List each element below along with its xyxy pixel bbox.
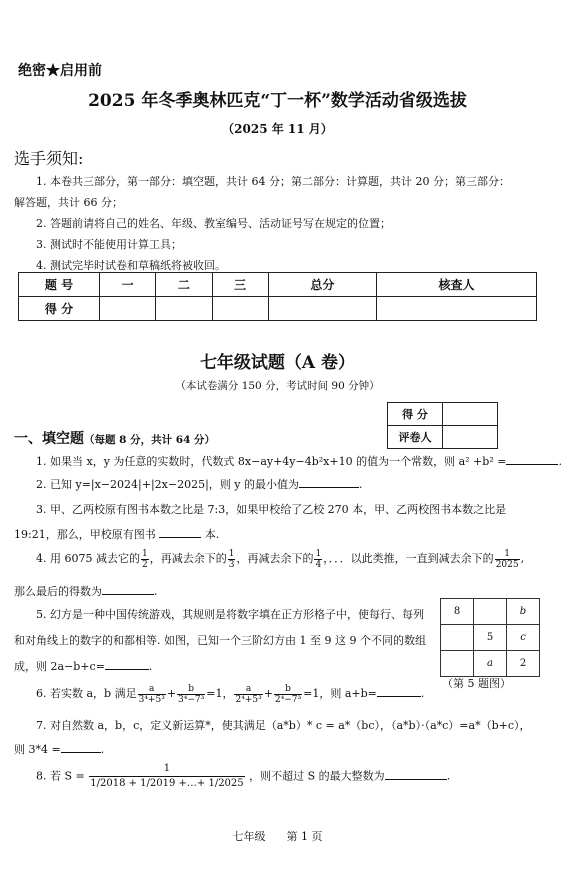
q3-text-b: 本. [204,528,220,541]
score-cell[interactable] [212,297,268,321]
question-5-line2: 和对角线上的数字的和都相等. 如图，已知一个三阶幻方由 1 至 9 这 9 个不同的数组 [14,634,426,647]
notice-line: 解答题，共计 66 分； [14,196,123,209]
grader-label: 评卷人 [388,426,443,449]
fraction: $\frac{a}{\text{2⁴+5³}}$ [235,683,262,705]
notice-line: 1. 本卷共三部分，第一部分：填空题，共计 64 分；第二部分：计算题，共计 20 分；第三部分： [36,175,510,188]
q6-text-b: =1，则 a+b= [303,687,377,700]
grader-score-label: 得 分 [388,403,443,426]
fraction: $\frac{1}{1/2018 + 1/2019 +\dots+ 1/2025}$ [90,763,244,789]
score-header-cell: 二 [156,273,212,297]
q1-text: 1. 如果当 x，y 为任意的实数时，代数式 8x−ay+4y−4b²x+10 的值为一个常数，则 a² +b² = [36,455,507,468]
magic-cell [474,599,507,625]
question-2: 2. 已知 y=|x−2024|+|2x−2025|，则 y 的最小值为 . [36,478,363,491]
magic-cell: 5 [474,625,507,651]
score-header-cell: 核查人 [376,273,536,297]
fraction: $\frac{a}{\text{3⁴+5³}}$ [138,683,165,705]
q8-text-b: ，则不超过 S 的最大整数为 [249,769,385,783]
q4-text-e: 那么最后的得数为 [14,585,102,598]
question-3-line1: 3. 甲、乙两校原有图书本数之比是 7:3，如果甲校给了乙校 270 本，甲、乙两校图书本数之比是 [36,503,507,516]
q3-text-a: 19:21，那么，甲校原有图书 [14,528,156,541]
magic-cell: 8 [441,599,474,625]
grader-table [387,402,498,449]
paper-title: 七年级试题（A 卷） [199,353,356,373]
page-footer [0,828,555,844]
fraction: $\frac{b}{\text{2⁴−7³}}$ [274,683,302,705]
magic-cell: 2 [507,651,540,677]
question-3-line2 [14,526,219,542]
score-header-cell: 总分 [268,273,376,297]
answer-blank[interactable] [385,769,447,780]
notice-heading: 选手须知: [14,149,84,168]
q4-text-c: ，再减去余下的 [236,552,314,565]
magic-cell: b [507,599,540,625]
fraction: $\frac{b}{\text{3⁴−7³}}$ [178,683,205,705]
question-4: 4. 用 6075 减去它的 $\frac{1}{2}$ ，再减去余下的 $\frac{1}{3}$ ，再减去余下的 $\frac{1}{4}$ ，．．．以此类推，一直到减去余下的 $\frac{1}{2025}$ , [36,548,525,570]
answer-blank[interactable] [105,659,149,670]
score-table [18,272,537,321]
answer-blank[interactable] [102,584,154,595]
question-7-line2: 则 3*4 = . [14,743,105,756]
fraction: $\frac{1}{2}$ [141,548,148,570]
notice-line: 2. 答题前请将自己的姓名、年级、教室编号、活动证号写在规定的位置； [36,217,391,230]
score-cell[interactable] [156,297,212,321]
score-header-cell: 题 号 [19,273,100,297]
exam-title: 2025 年冬季奥林匹克“丁一杯”数学活动省级选拔 [88,91,467,111]
paper-info: （本试卷满分 150 分，考试时间 90 分钟） [175,380,380,392]
answer-blank[interactable] [506,454,558,465]
footer-grade: 七年级 [232,830,266,843]
q4-text-a: 4. 用 6075 减去它的 [36,552,140,565]
question-4-line2: 那么最后的得数为 . [14,585,158,598]
grader-cell[interactable] [443,426,498,449]
notice-line: 3. 测试时不能使用计算工具； [36,238,182,251]
question-6: 6. 若实数 a，b 满足 $\frac{a}{\text{3⁴+5³}}$ + $\frac{b}{\text{3⁴−7³}}$ =1， $\frac{a}{\text{2⁴+5³}}$ + $\frac{b}{\text{2⁴−7³}}$ =1，则 a+b= . [36,683,425,705]
q8-text-a: 8. 若 S = [36,769,85,783]
q2-text: 2. 已知 y=|x−2024|+|2x−2025|，则 y 的最小值为 [36,478,299,491]
magic-cell: a [474,651,507,677]
question-5-line3: 成，则 2a−b+c= . [14,660,153,673]
magic-cell: c [507,625,540,651]
fraction: $\frac{1}{3}$ [228,548,235,570]
secret-label: 绝密★启用前 [18,63,102,79]
section-1-title: 一、填空题 [14,431,84,447]
answer-blank[interactable] [61,742,101,753]
score-row-label: 得 分 [19,297,100,321]
exam-date: （2025 年 11 月） [222,122,333,136]
question-5-line1: 5. 幻方是一种中国传统游戏，其规则是将数字填在正方形格子中，使每行、每列 [36,608,424,621]
score-cell[interactable] [100,297,156,321]
q6-text-a: 6. 若实数 a，b 满足 [36,687,137,700]
score-header-cell: 一 [100,273,156,297]
q7-text: 则 3*4 = [14,743,61,756]
score-cell[interactable] [376,297,536,321]
score-cell[interactable] [268,297,376,321]
magic-square [440,598,540,677]
section-1-sub: （每题 8 分，共计 64 分） [84,434,216,446]
footer-page: 第 1 页 [286,830,323,843]
magic-cell [441,651,474,677]
q4-text-b: ，再减去余下的 [149,552,227,565]
answer-blank[interactable] [377,686,421,697]
q5-text: 成，则 2a−b+c= [14,660,105,673]
grader-score-cell[interactable] [443,403,498,426]
question-7-line1: 7. 对自然数 a，b，c，定义新运算*，使其满足（a*b）* c = a*（bc），（a*b）·（a*c）=a*（b+c）， [36,719,531,732]
fraction: $\frac{1}{4}$ [315,548,322,570]
q4-text-d: ，．．．以此类推，一直到减去余下的 [323,552,494,565]
score-header-cell: 三 [212,273,268,297]
question-1: 1. 如果当 x，y 为任意的实数时，代数式 8x−ay+4y−4b²x+10 的值为一个常数，则 a² +b² = . [36,455,562,468]
q6-eq: =1， [206,687,234,700]
magic-cell [441,625,474,651]
notice-line: 4. 测试完毕时试卷和草稿纸将被收回。 [36,259,226,272]
section-1-heading [14,428,215,448]
answer-blank[interactable] [159,527,201,538]
question-8: 8. 若 S = $\frac{1}{1/2018 + 1/2019 +\dots+ 1/2025}$ ，则不超过 S 的最大整数为 . [36,763,451,789]
figure-caption: （第 5 题图） [442,677,511,690]
fraction: $\frac{1}{2025}$ [495,548,519,570]
answer-blank[interactable] [299,477,359,488]
